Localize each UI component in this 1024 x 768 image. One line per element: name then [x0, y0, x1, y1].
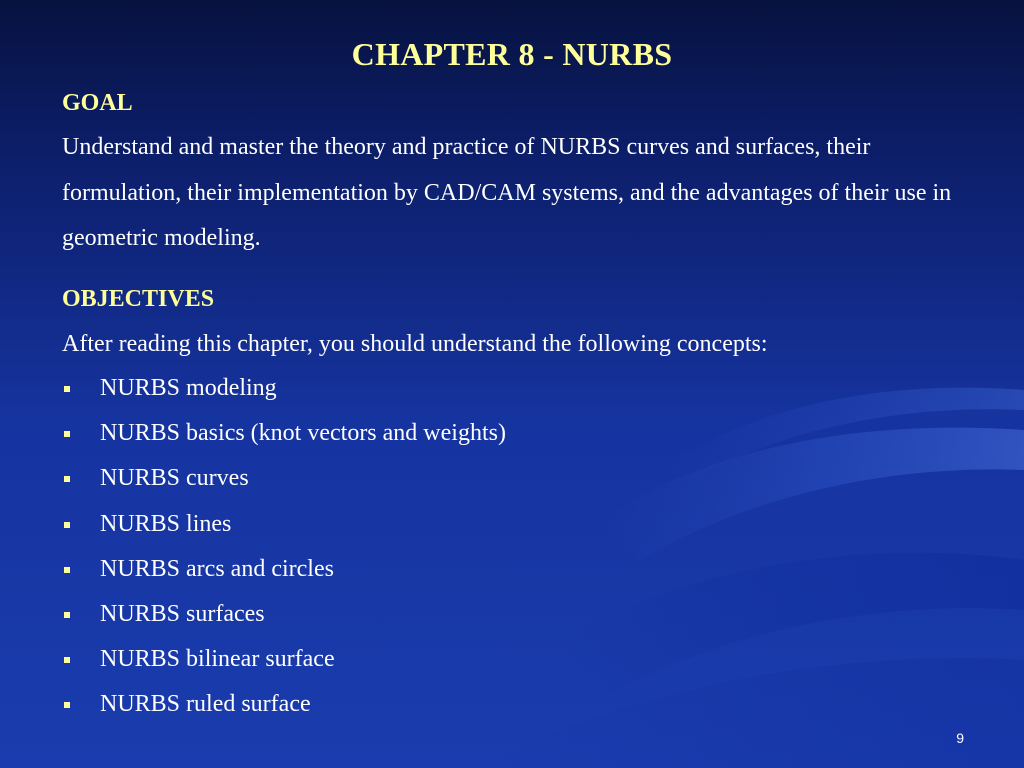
square-bullet-icon [64, 386, 70, 392]
square-bullet-icon [64, 567, 70, 573]
list-item [62, 682, 506, 727]
list-item [62, 637, 506, 682]
goal-heading: GOAL [62, 90, 133, 116]
square-bullet-icon [64, 657, 70, 663]
slide-title: CHAPTER 8 - NURBS [351, 36, 673, 72]
goal-text: Understand and master the theory and practice of NURBS curves and surfaces, their formulation, their implementation by CAD/CAM systems, and the advantages of their use in geometric modeling. [62, 134, 952, 251]
list-item [62, 592, 506, 637]
list-item-label: NURBS surfaces [100, 600, 265, 627]
list-item-label: NURBS ruled surface [100, 691, 311, 718]
square-bullet-icon [64, 522, 70, 528]
objectives-heading: OBJECTIVES [62, 286, 215, 312]
objectives-list [62, 366, 506, 728]
list-item-label: NURBS bilinear surface [100, 646, 335, 673]
list-item-label: NURBS lines [100, 510, 232, 537]
list-item [62, 456, 506, 501]
list-item [62, 547, 506, 592]
page-number: 9 [956, 730, 964, 746]
list-item-label: NURBS arcs and circles [100, 555, 334, 582]
list-item-label: NURBS curves [100, 465, 249, 492]
objectives-intro: After reading this chapter, you should understand the following concepts: [62, 331, 768, 357]
list-item-label: NURBS modeling [100, 375, 277, 401]
list-item [62, 411, 506, 456]
square-bullet-icon [64, 702, 70, 708]
list-item [62, 366, 506, 411]
square-bullet-icon [64, 431, 70, 437]
list-item-label: NURBS basics (knot vectors and weights) [100, 420, 506, 447]
square-bullet-icon [64, 612, 70, 618]
list-item [62, 502, 506, 547]
square-bullet-icon [64, 476, 70, 482]
